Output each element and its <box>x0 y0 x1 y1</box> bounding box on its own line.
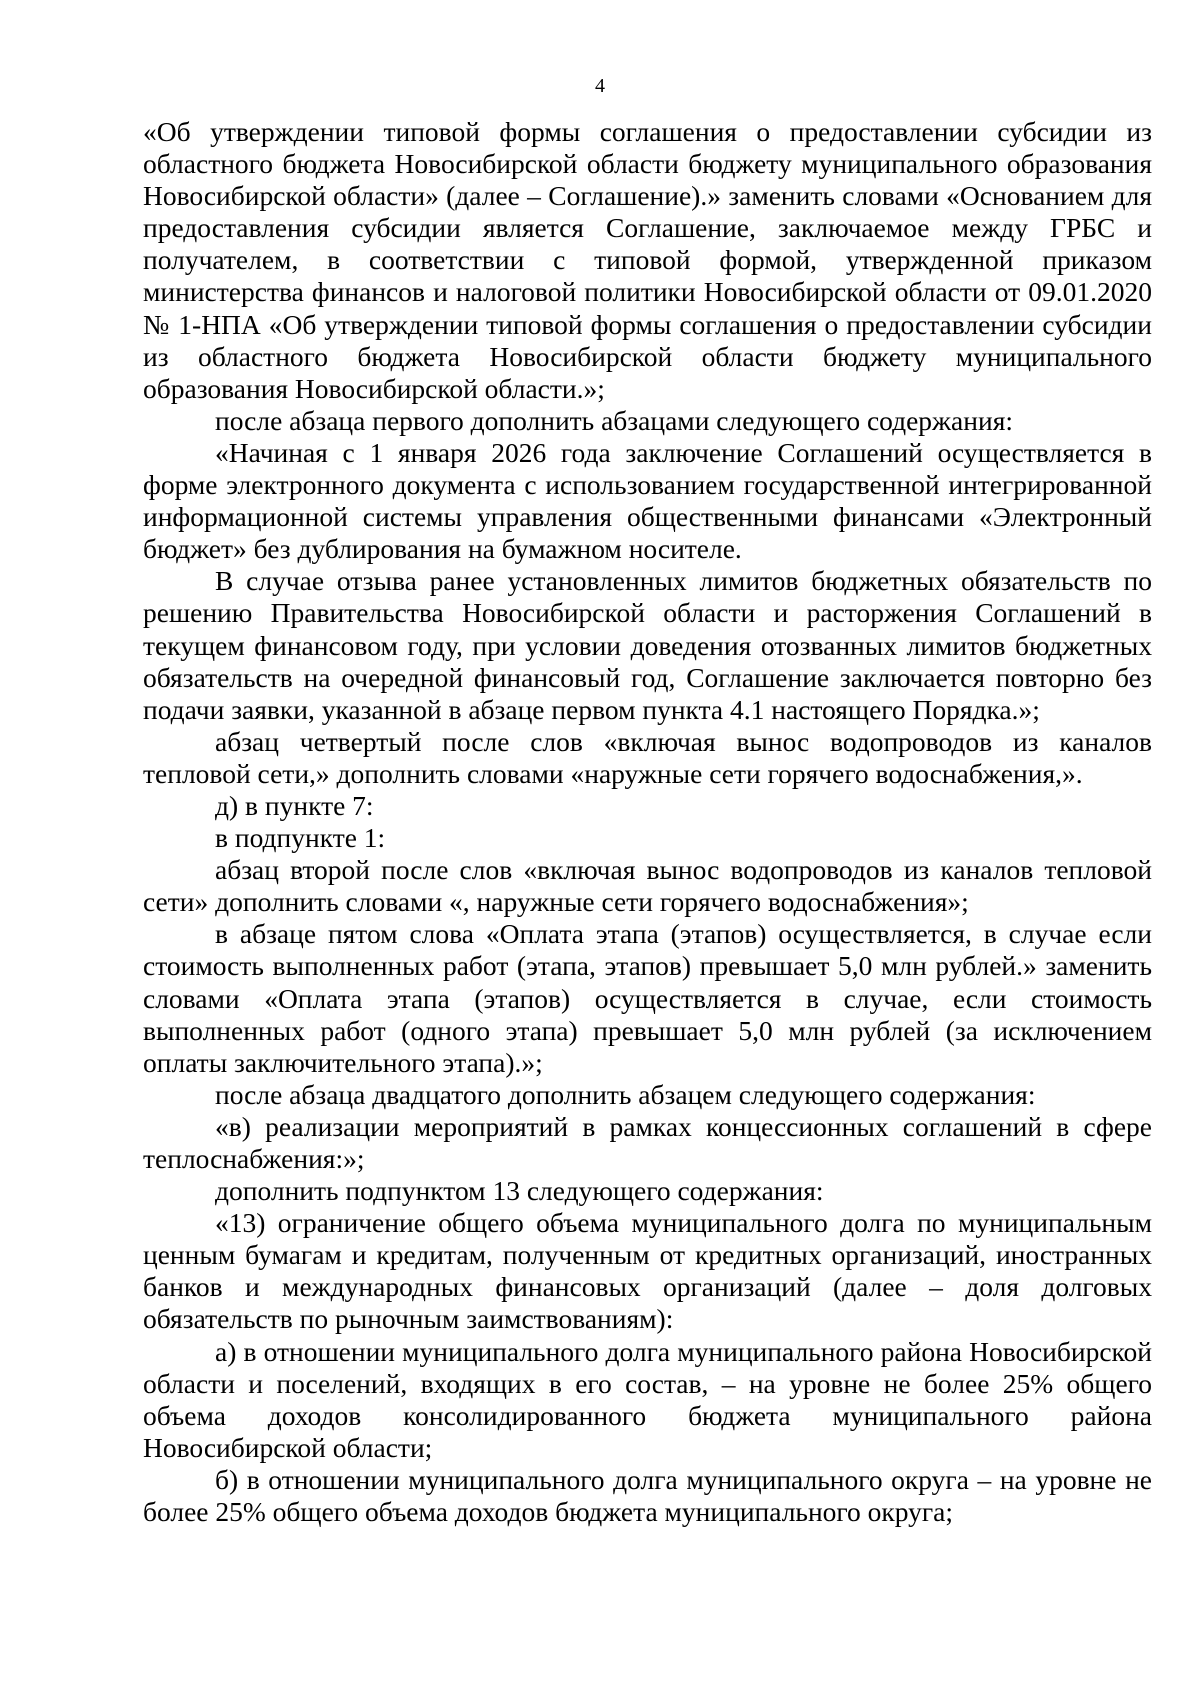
paragraph: д) в пункте 7: <box>215 789 374 821</box>
paragraph: «13) ограничение общего объема муниципального долга по муниципальным ценным бумагам и кредитам, полученным от кредитных организаций, иностранных банков и международных финансовых организаций (далее – доля долговых обязательств по рыночным заимствованиям): <box>143 1207 1152 1335</box>
paragraph: дополнить подпунктом 13 следующего содержания: <box>215 1175 824 1207</box>
paragraph: в абзаце пятом слова «Оплата этапа (этапов) осуществляется, в случае если стоимость выполненных работ (этапа, этапов) превышает 5,0 млн рублей.» заменить словами «Оплата этапа (этапов) осуществляется в случае, если стоимость выполненных работ (одного этапа) превышает 5,0 млн рублей (за исключением оплаты заключительного этапа).»; <box>143 918 1152 1078</box>
paragraph: «в) реализации мероприятий в рамках концессионных соглашений в сфере теплоснабжения:»; <box>143 1110 1152 1174</box>
paragraph: В случае отзыва ранее установленных лимитов бюджетных обязательств по решению Правительства Новосибирской области и расторжения Соглашений в текущем финансовом году, при условии доведения отозванных лимитов бюджетных обязательств на очередной финансовый год, Соглашение заключается повторно без подачи заявки, указанной в абзаце первом пункта 4.1 настоящего Порядка.»; <box>143 565 1152 725</box>
paragraph: а) в отношении муниципального долга муниципального района Новосибирской области и поселений, входящих в его состав, – на уровне не более 25% общего объема доходов консолидированного бюджета муниципального района Новосибирской области; <box>143 1335 1152 1463</box>
paragraph: б) в отношении муниципального долга муниципального округа – на уровне не более 25% общего объема доходов бюджета муниципального округа; <box>143 1463 1152 1528</box>
paragraph: абзац четвертый после слов «включая вынос водопроводов из каналов тепловой сети,» дополнить словами «наружные сети горячего водоснабжения,». <box>143 725 1152 789</box>
document-body <box>143 116 1152 1528</box>
paragraph: «Об утверждении типовой формы соглашения о предоставлении субсидии из областного бюджета Новосибирской области бюджету муниципального образования Новосибирской области» (далее – Соглашение).» заменить словами «Основанием для предоставления субсидии является Соглашение, заключаемое между ГРБС и получателем, в соответствии с типовой формой, утвержденной приказом министерства финансов и налоговой политики Новосибирской области от 09.01.2020 № 1-НПА «Об утверждении типовой формы соглашения о предоставлении субсидии из областного бюджета Новосибирской области бюджету муниципального образования Новосибирской области.»; <box>143 116 1152 404</box>
page-number: 4 <box>595 75 605 97</box>
paragraph: «Начиная с 1 января 2026 года заключение Соглашений осуществляется в форме электронного документа с использованием государственной интегрированной информационной системы управления общественными финансами «Электронный бюджет» без дублирования на бумажном носителе. <box>143 436 1152 565</box>
paragraph: в подпункте 1: <box>215 822 386 854</box>
paragraph: абзац второй после слов «включая вынос водопроводов из каналов тепловой сети» дополнить словами «, наружные сети горячего водоснабжения»; <box>143 854 1152 918</box>
paragraph: после абзаца первого дополнить абзацами следующего содержания: <box>215 404 1013 436</box>
paragraph: после абзаца двадцатого дополнить абзацем следующего содержания: <box>215 1078 1036 1110</box>
